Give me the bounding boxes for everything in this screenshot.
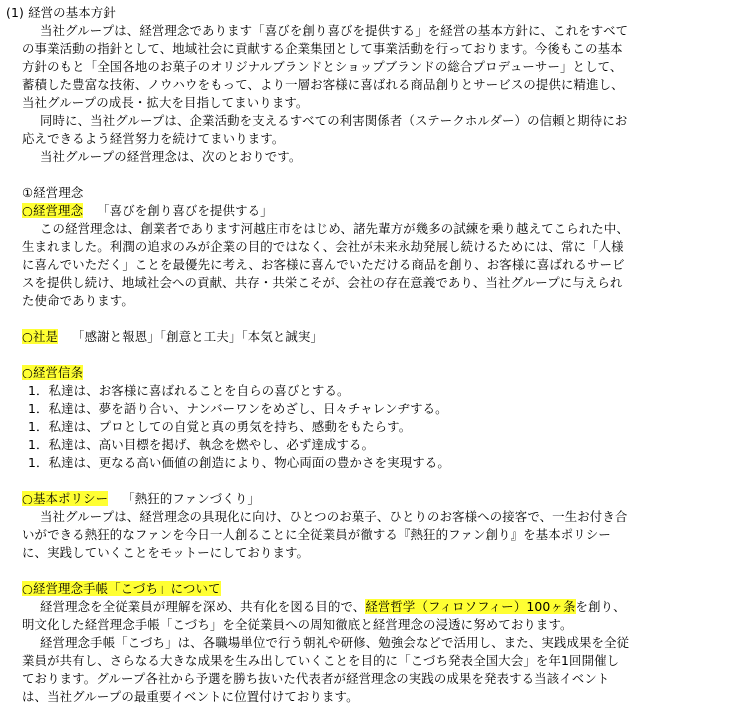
policy-line [22,490,260,508]
creed-item: 1．私達は、高い目標を掲げ、執念を燃やし、必ず達成する。 [28,437,375,452]
paragraph-line: 同時に、当社グループは、企業活動を支えるすべての利害関係者（ステークホルダー）の信頼と期待にお [40,113,628,128]
paragraph-line: 生まれました。利潤の追求のみが企業の目的ではなく、会社が未来永劫発展し続けるためには、常に「人様 [22,239,624,254]
paragraph-line: 当社グループの経営理念は、次のとおりです。 [40,149,302,164]
shaze-item: 「感謝と報恩」 [72,329,160,344]
paragraph-line: に、実践していくことをモットーにしております。 [22,545,310,560]
creed-item: 1．私達は、更なる高い価値の創造により、物心両面の豊かさを実現する。 [28,455,450,470]
creed-label: ○経営信条 [22,365,84,380]
paragraph-line: は、当社グループの最重要イベントに位置付けております。 [22,689,359,704]
paragraph-line: 応えできるよう経営努力を続けてまいります。 [22,131,285,146]
paragraph-line: に喜んでいただく」ことを最優先に考え、お客様に喜んでいただける商品を創り、お客様に喜ばれるサービ [22,257,625,272]
shaze-item: 「創意と工夫」 [159,329,242,344]
philosophy-line [22,202,273,220]
notebook-label: ○経営理念手帳「こづち」について [22,581,221,596]
paragraph-line: 当社グループの成長・拡大を目指してまいります。 [22,95,309,110]
policy-title: 「熱狂的ファンづくり」 [122,491,260,506]
philosophy-motto: 「喜びを創り喜びを提供する」 [97,203,273,218]
philosophy-100-highlight: 経営哲学（フィロソフィー）100ヶ条 [365,599,576,614]
paragraph-line: ております。グループ各社から予選を勝ち抜いた代表者が経営理念の実践の成果を発表する当該イベント [22,671,610,686]
paragraph-line: 当社グループは、経営理念であります「喜びを創り喜びを提供する」を経営の基本方針に、これをすべて [40,23,629,38]
paragraph-line: た使命であります。 [22,293,134,308]
subsection-heading: ①経営理念 [22,185,84,200]
paragraph-line: の事業活動の指針として、地域社会に貢献する企業集団として事業活動を行っております。今後もこの基本 [22,41,623,56]
paragraph-line: 経営理念手帳「こづち」は、各職場単位で行う朝礼や研修、勉強会などで活用し、また、実践成果を全従 [40,635,630,650]
shaze-label: ○社是 [22,329,59,344]
shaze-line [22,328,323,346]
notebook-line: 経営理念を全従業員が理解を深め、共有化を図る目的で、経営哲学（フィロソフィー）100ヶ条を創り、 [40,599,626,614]
section-heading: (1) 経営の基本方針 [6,5,116,20]
paragraph-line: 当社グループは、経営理念の具現化に向け、ひとつのお菓子、ひとりのお客様への接客で、一生お付き合 [40,509,628,524]
paragraph-line: この経営理念は、創業者であります河越庄市をはじめ、諸先輩方が幾多の試練を乗り越えてこられた中、 [40,221,629,236]
paragraph-line: いができる熱狂的なファンを今日一人創ることに全従業員が徹する『熱狂的ファン創り』を基本ポリシー [22,527,611,542]
paragraph-line: スを提供し続け、地域社会への貢献、共存・共栄こそが、会社の存在意義であり、当社グループに与えられ [22,275,623,290]
creed-item: 1．私達は、お客様に喜ばれることを自らの喜びとする。 [28,383,350,398]
shaze-item: 「本気と誠実」 [241,329,324,344]
policy-label: ○基本ポリシー [22,491,109,506]
creed-item: 1．私達は、プロとしての自覚と真の勇気を持ち、感動をもたらす。 [28,419,412,434]
paragraph-line: 方針のもと「全国各地のお菓子のオリジナルブランドとショップブランドの総合プロデューサー」として、 [22,59,623,74]
philosophy-label: ○経営理念 [22,203,84,218]
creed-item: 1．私達は、夢を語り合い、ナンバーワンをめざし、日々チャレンヂする。 [28,401,448,416]
paragraph-line: 業員が共有し、さらなる大きな成果を生み出していくことを目的に「こづち発表全国大会」を年1回開催し [22,653,620,668]
paragraph-line: 蓄積した豊富な技術、ノウハウをもって、より一層お客様に喜ばれる商品創りとサービスの提供に精進し、 [22,77,624,92]
paragraph-line: 明文化した経営理念手帳「こづち」を全従業員への周知徹底と経営理念の浸透に努めております。 [22,617,573,632]
